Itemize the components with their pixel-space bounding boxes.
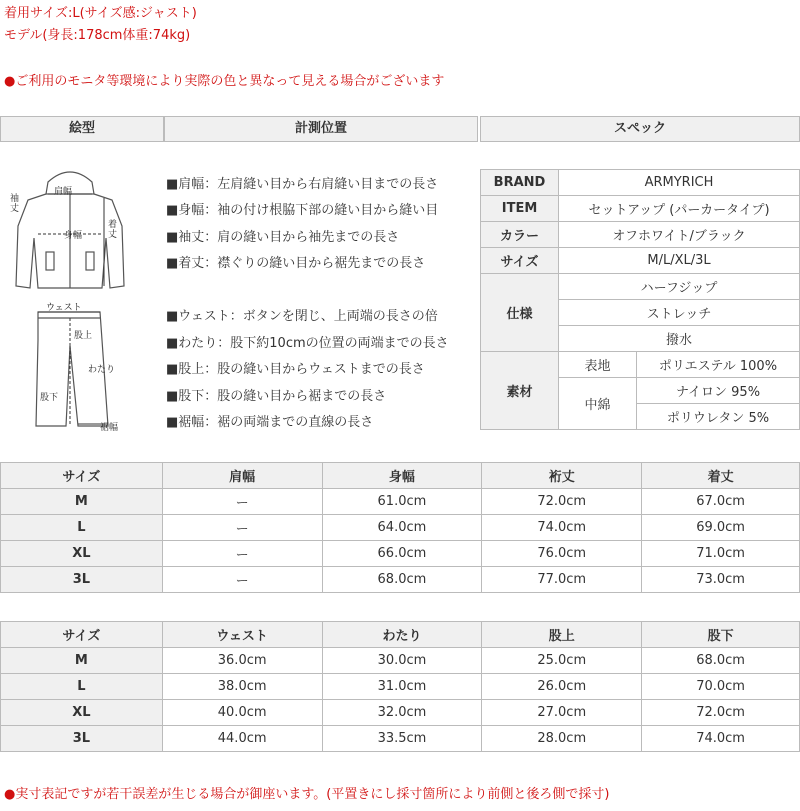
cell-inseam: 70.0cm: [642, 674, 800, 700]
spec-color-key: カラー: [481, 222, 559, 248]
top-header-size: サイズ: [1, 463, 163, 489]
spec-shiyou-value-3: 撥水: [559, 326, 800, 352]
spec-shiyou-value-2: ストレッチ: [559, 300, 800, 326]
cell-waist: 40.0cm: [162, 700, 322, 726]
cell-rise: 26.0cm: [482, 674, 642, 700]
measure-rise: ■股上：股の縫い目からウェストまでの長さ: [166, 362, 425, 377]
row-size: 3L: [1, 726, 163, 752]
cell-length: 73.0cm: [642, 567, 800, 593]
size-table-bottom: [0, 621, 800, 752]
cell-inseam: 74.0cm: [642, 726, 800, 752]
spec-lining-value-1: ナイロン 95%: [637, 378, 800, 404]
cell-thigh: 32.0cm: [322, 700, 482, 726]
waist-label: ウェスト: [46, 303, 82, 313]
table-row: [1, 726, 800, 752]
cell-rise: 27.0cm: [482, 700, 642, 726]
color-notice-text: ●ご利用のモニタ等環境により実際の色と異なって見える場合がございます: [4, 74, 445, 89]
measure-sleeve: ■袖丈：肩の縫い目から袖先までの長さ: [166, 230, 400, 245]
measure-waist: ■ウェスト：ボタンを閉じ、上両端の長さの倍: [166, 309, 438, 324]
body-width-label: 身幅: [64, 231, 83, 241]
row-size: XL: [1, 700, 163, 726]
spec-color-value: オフホワイト/ブラック: [559, 222, 800, 248]
shoulder-label: 肩幅: [54, 187, 73, 197]
spec-outer-key: 表地: [559, 352, 637, 378]
bottom-header-size: サイズ: [1, 622, 163, 648]
size-table-top: [0, 462, 800, 593]
measure-inseam: ■股下：股の縫い目から裾までの長さ: [166, 389, 387, 404]
measure-hem: ■裾幅：裾の両端までの直線の長さ: [166, 415, 374, 430]
spec-size-key: サイズ: [481, 248, 559, 274]
table-row: [1, 567, 800, 593]
table-row: [1, 489, 800, 515]
cell-length: 67.0cm: [642, 489, 800, 515]
measure-thigh: ■わたり：股下約10cmの位置の両端までの長さ: [166, 336, 449, 351]
cell-body: 66.0cm: [322, 541, 482, 567]
bottom-header-waist: ウェスト: [162, 622, 322, 648]
cell-shoulder: ー: [162, 541, 322, 567]
cell-yuki: 74.0cm: [482, 515, 642, 541]
cell-waist: 44.0cm: [162, 726, 322, 752]
cell-shoulder: ー: [162, 515, 322, 541]
top-header-shoulder: 肩幅: [162, 463, 322, 489]
row-size: M: [1, 489, 163, 515]
spec-lining-key: 中綿: [559, 378, 637, 430]
cell-shoulder: ー: [162, 489, 322, 515]
spec-header: スペック: [480, 116, 800, 142]
table-row: [1, 515, 800, 541]
table-row: [1, 674, 800, 700]
rise-label: 股上: [74, 331, 93, 341]
row-size: L: [1, 515, 163, 541]
row-size: L: [1, 674, 163, 700]
measure-header: 計測位置: [164, 116, 478, 142]
row-size: 3L: [1, 567, 163, 593]
bottom-header-thigh: わたり: [322, 622, 482, 648]
hem-label: 裾幅: [100, 423, 119, 433]
cell-length: 69.0cm: [642, 515, 800, 541]
footer-note-text: ●実寸表記ですが若干誤差が生じる場合が御座います。(平置きにし採寸箇所により前側と後ろ側で採寸): [4, 787, 610, 802]
inseam-label: 股下: [40, 393, 59, 403]
cell-length: 71.0cm: [642, 541, 800, 567]
row-size: XL: [1, 541, 163, 567]
spec-outer-value: ポリエステル 100%: [637, 352, 800, 378]
top-header-length: 着丈: [642, 463, 800, 489]
cell-yuki: 76.0cm: [482, 541, 642, 567]
measure-body: ■身幅：袖の付け根脇下部の縫い目から縫い目: [166, 203, 439, 218]
cell-body: 64.0cm: [322, 515, 482, 541]
cell-shoulder: ー: [162, 567, 322, 593]
hoodie-figure: [8, 168, 132, 300]
cell-yuki: 77.0cm: [482, 567, 642, 593]
top-header-body: 身幅: [322, 463, 482, 489]
table-row: [1, 700, 800, 726]
sleeve-label: 袖丈: [10, 194, 20, 214]
cell-waist: 36.0cm: [162, 648, 322, 674]
cell-body: 61.0cm: [322, 489, 482, 515]
spec-item-key: ITEM: [481, 196, 559, 222]
measure-length: ■着丈：襟ぐりの縫い目から裾先までの長さ: [166, 256, 426, 271]
spec-brand-key: BRAND: [481, 170, 559, 196]
table-row: [1, 648, 800, 674]
model-info-text: モデル(身長:178cm体重:74kg): [4, 28, 191, 43]
row-size: M: [1, 648, 163, 674]
cell-rise: 28.0cm: [482, 726, 642, 752]
top-header-yuki: 裄丈: [482, 463, 642, 489]
figure-header: 絵型: [0, 116, 164, 142]
spec-item-value: セットアップ (パーカータイプ): [559, 196, 800, 222]
spec-lining-value-2: ポリウレタン 5%: [637, 404, 800, 430]
thigh-label: わたり: [88, 365, 116, 375]
spec-shiyou-value-1: ハーフジップ: [559, 274, 800, 300]
spec-size-value: M/L/XL/3L: [559, 248, 800, 274]
cell-inseam: 68.0cm: [642, 648, 800, 674]
cell-waist: 38.0cm: [162, 674, 322, 700]
bottom-header-inseam: 股下: [642, 622, 800, 648]
cell-thigh: 31.0cm: [322, 674, 482, 700]
spec-table: [480, 169, 800, 430]
cell-thigh: 33.5cm: [322, 726, 482, 752]
cell-body: 68.0cm: [322, 567, 482, 593]
cell-inseam: 72.0cm: [642, 700, 800, 726]
spec-brand-value: ARMYRICH: [559, 170, 800, 196]
cell-thigh: 30.0cm: [322, 648, 482, 674]
spec-shiyou-key: 仕様: [481, 274, 559, 352]
bottom-header-rise: 股上: [482, 622, 642, 648]
length-label: 着丈: [108, 220, 118, 240]
pants-figure: [26, 300, 126, 432]
cell-yuki: 72.0cm: [482, 489, 642, 515]
table-row: [1, 541, 800, 567]
size-worn-text: 着用サイズ:L(サイズ感:ジャスト): [4, 6, 197, 21]
cell-rise: 25.0cm: [482, 648, 642, 674]
spec-material-key: 素材: [481, 352, 559, 430]
measure-shoulder: ■肩幅：左肩縫い目から右肩縫い目までの長さ: [166, 177, 439, 192]
